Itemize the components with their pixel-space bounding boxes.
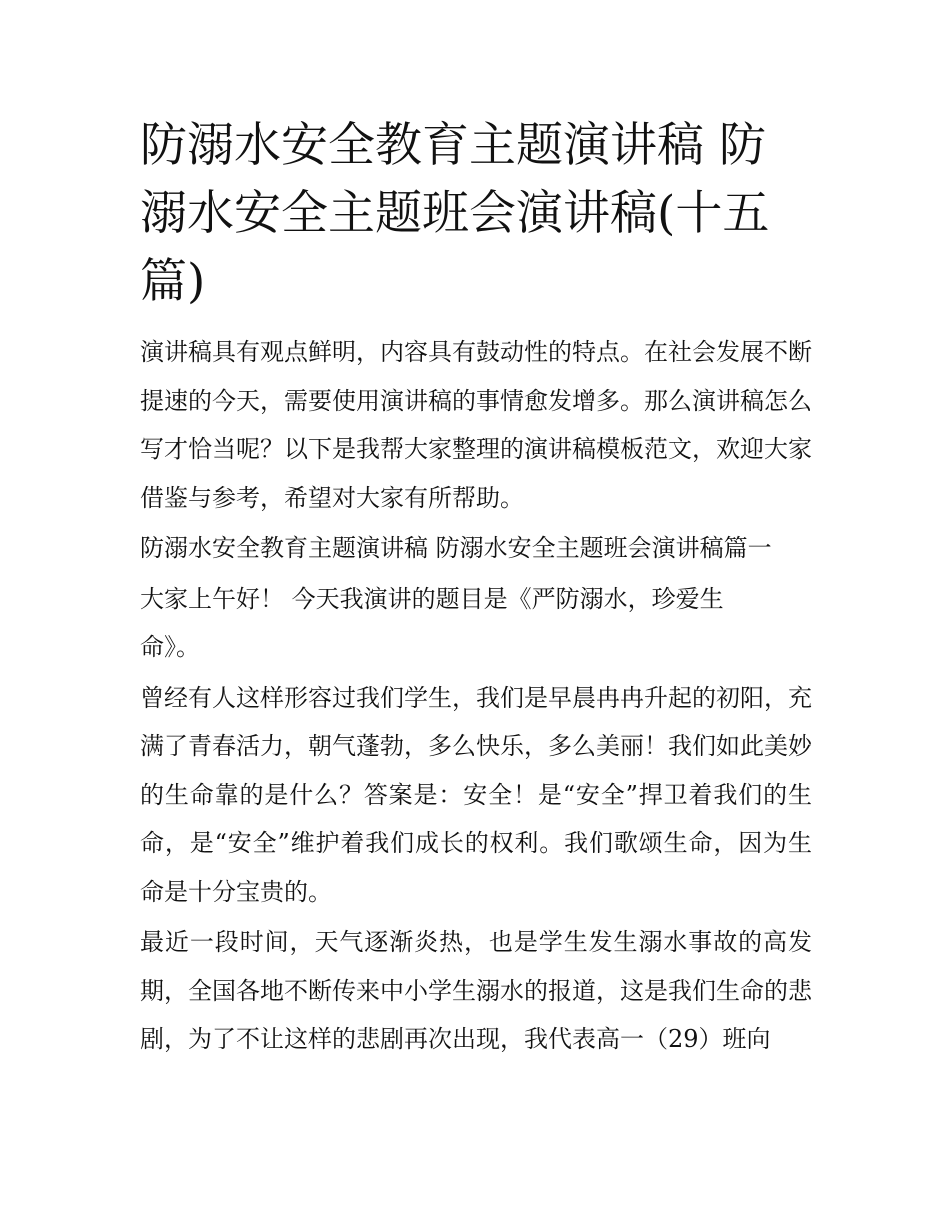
body-paragraph: 最近一段时间，天气逐渐炎热，也是学生发生溺水事故的高发期，全国各地不断传来中小学生溺水的报道，这是我们生命的悲剧，为了不让这样的悲剧再次出现，我代表高一（29）班向: [140, 928, 812, 1053]
greeting-paragraph: 大家上午好！ 今天我演讲的题目是《严防溺水，珍爱生命》。: [140, 584, 724, 661]
document-page: [140, 112, 812, 1066]
body-paragraph: 曾经有人这样形容过我们学生，我们是早晨冉冉升起的初阳，充满了青春活力，朝气蓬勃，多么快乐，多么美丽！我们如此美妙的生命靠的是什么？答案是：安全！是“安全”捍卫着我们的生命，是“安全”维护着我们成长的权利。我们歌颂生命，因为生命是十分宝贵的。: [140, 683, 812, 906]
section-heading: 防溺水安全教育主题演讲稿 防溺水安全主题班会演讲稿篇一: [140, 534, 772, 562]
intro-paragraph: 演讲稿具有观点鲜明，内容具有鼓动性的特点。在社会发展不断提速的今天，需要使用演讲稿的事情愈发增多。那么演讲稿怎么写才恰当呢？以下是我帮大家整理的演讲稿模板范文，欢迎大家借鉴与参考，希望对大家有所帮助。: [140, 338, 812, 512]
document-title: 防溺水安全教育主题演讲稿 防溺水安全主题班会演讲稿(十五篇): [140, 118, 770, 309]
